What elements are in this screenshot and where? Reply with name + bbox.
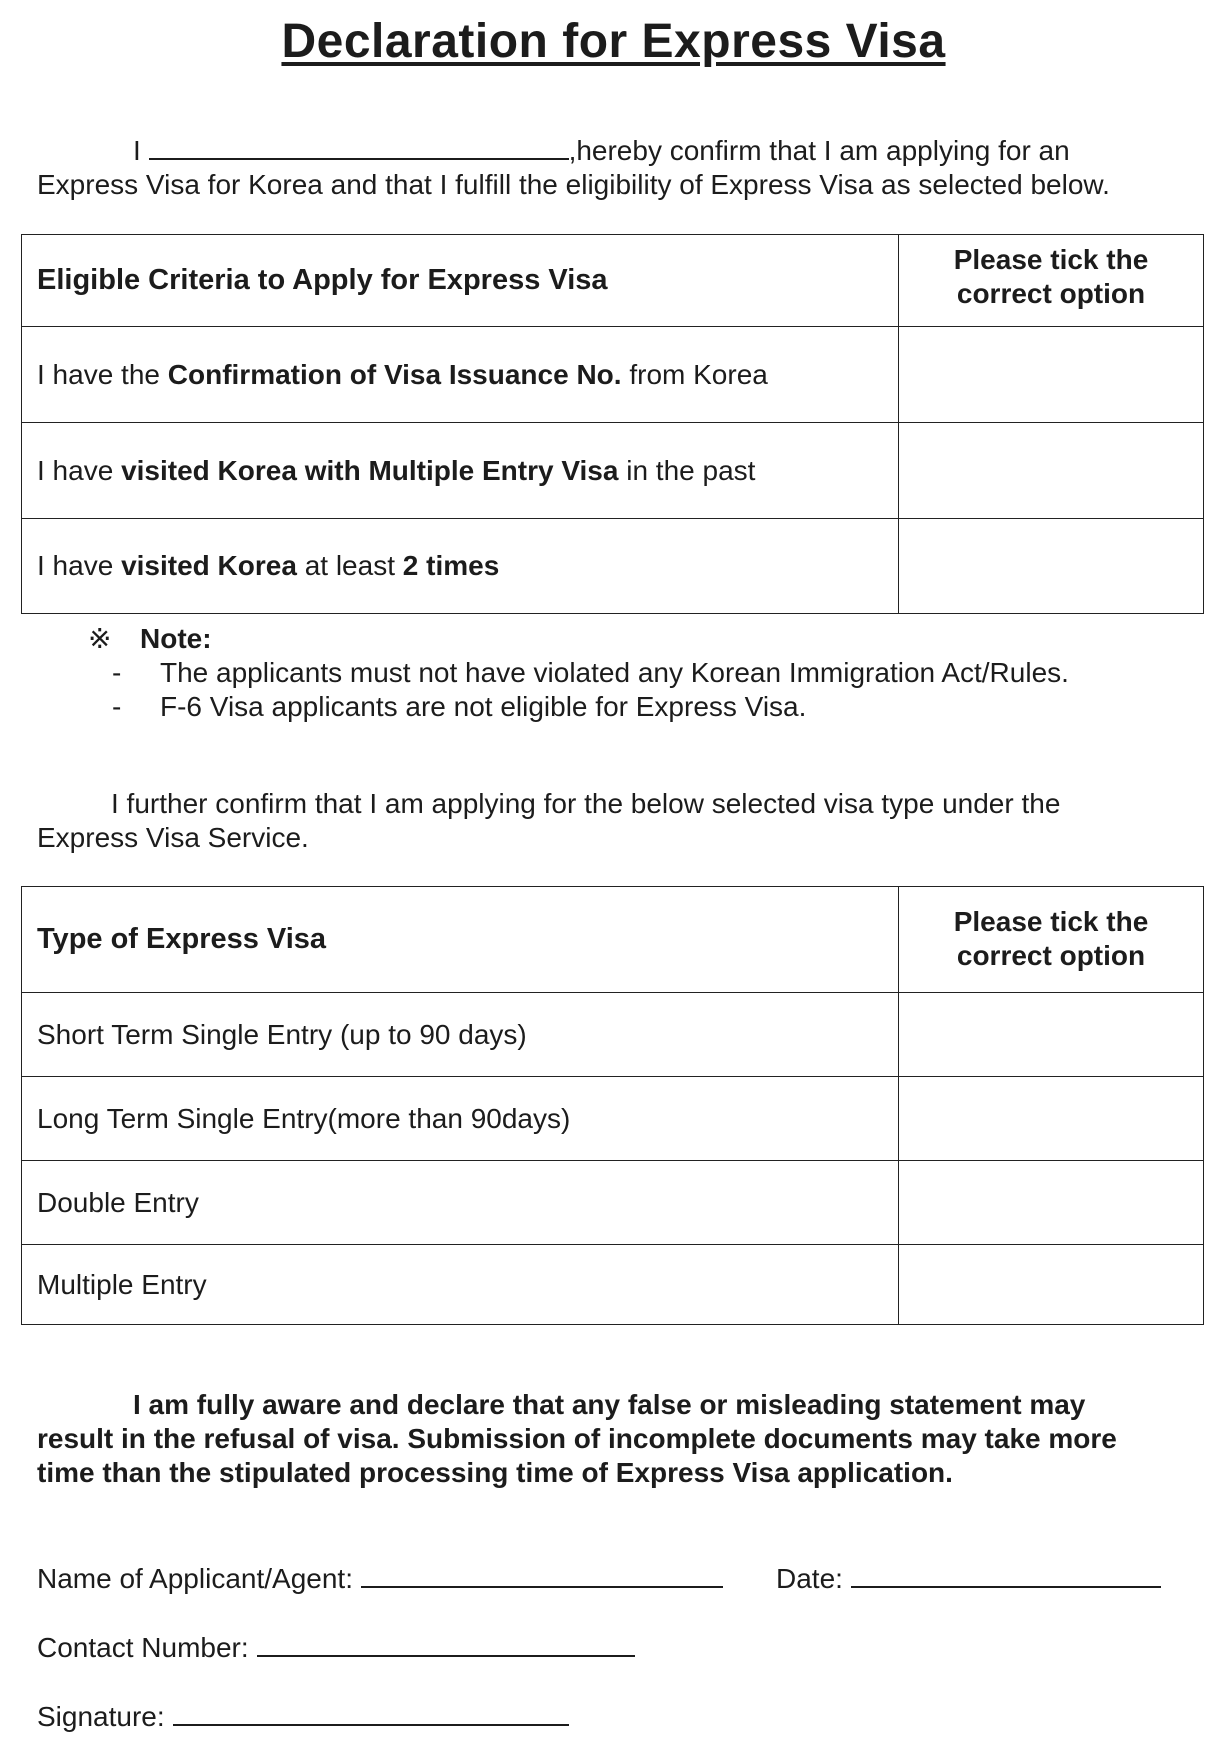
criteria-text-post: from Korea bbox=[621, 358, 768, 390]
criteria-text-mid: at least bbox=[296, 550, 403, 581]
visa-type-label: Long Term Single Entry(more than 90days) bbox=[22, 1077, 899, 1161]
name-input-line[interactable] bbox=[361, 1560, 723, 1588]
criteria-tick-cell[interactable] bbox=[899, 519, 1204, 614]
criteria-tick-cell[interactable] bbox=[899, 327, 1204, 423]
visa-type-label: Multiple Entry bbox=[22, 1245, 899, 1325]
visa-type-row bbox=[22, 1161, 1204, 1245]
name-label: Name of Applicant/Agent: bbox=[37, 1563, 353, 1594]
criteria-row-text bbox=[22, 519, 899, 614]
tick-header-line1: Please tick the bbox=[953, 906, 1149, 937]
further-line2: Express Visa Service. bbox=[37, 822, 309, 853]
criteria-header: Eligible Criteria to Apply for Express Visa bbox=[22, 235, 899, 327]
further-paragraph bbox=[37, 787, 1197, 855]
criteria-text-bold2: 2 times bbox=[402, 550, 500, 581]
criteria-text-bold: visited Korea bbox=[121, 550, 297, 581]
declaration-line1: I am fully aware and declare that any false or misleading statement may bbox=[133, 1389, 1086, 1420]
visa-type-tick-cell[interactable] bbox=[899, 993, 1204, 1077]
visa-type-table bbox=[21, 886, 1204, 1325]
contact-field bbox=[37, 1629, 635, 1665]
note-item bbox=[88, 690, 1069, 724]
criteria-tick-cell[interactable] bbox=[899, 423, 1204, 519]
applicant-name-blank[interactable] bbox=[149, 134, 569, 160]
criteria-text-bold: visited Korea with Multiple Entry Visa bbox=[121, 454, 619, 486]
criteria-text-pre: I have bbox=[37, 550, 122, 581]
visa-type-tick-header bbox=[899, 887, 1204, 993]
tick-header-line2: correct option bbox=[956, 940, 1146, 971]
declaration-paragraph bbox=[37, 1388, 1197, 1490]
signature-label: Signature: bbox=[37, 1701, 165, 1732]
further-line1: I further confirm that I am applying for the below selected visa type under the bbox=[111, 788, 1061, 819]
criteria-row-text bbox=[22, 423, 899, 519]
note-block bbox=[88, 622, 1069, 724]
contact-label: Contact Number: bbox=[37, 1632, 249, 1663]
dash-bullet: - bbox=[112, 657, 122, 688]
tick-header-line2: correct option bbox=[956, 278, 1146, 309]
reference-mark: ※ bbox=[88, 623, 112, 654]
note-heading bbox=[88, 622, 1069, 656]
intro-paragraph bbox=[37, 134, 1197, 202]
criteria-text-pre: I have bbox=[37, 454, 122, 486]
signature-field bbox=[37, 1698, 569, 1734]
date-field bbox=[776, 1560, 1161, 1596]
visa-type-label: Short Term Single Entry (up to 90 days) bbox=[22, 993, 899, 1077]
criteria-tick-header bbox=[899, 235, 1204, 327]
tick-header-line1: Please tick the bbox=[953, 244, 1149, 275]
note-item-text: F-6 Visa applicants are not eligible for Express Visa. bbox=[160, 691, 807, 722]
visa-type-tick-cell[interactable] bbox=[899, 1077, 1204, 1161]
visa-type-label: Double Entry bbox=[22, 1161, 899, 1245]
criteria-header-row bbox=[22, 235, 1204, 327]
criteria-text-pre: I have the bbox=[37, 358, 168, 390]
date-input-line[interactable] bbox=[851, 1560, 1161, 1588]
visa-type-tick-cell[interactable] bbox=[899, 1161, 1204, 1245]
visa-type-row bbox=[22, 1245, 1204, 1325]
visa-type-header: Type of Express Visa bbox=[22, 887, 899, 993]
declaration-line3: time than the stipulated processing time of Express Visa application. bbox=[37, 1457, 953, 1488]
intro-suffix: ,hereby confirm that I am applying for an bbox=[568, 135, 1070, 166]
contact-input-line[interactable] bbox=[257, 1629, 635, 1657]
criteria-row bbox=[22, 519, 1204, 614]
criteria-row-text bbox=[22, 327, 899, 423]
declaration-line2: result in the refusal of visa. Submission of incomplete documents may take more bbox=[37, 1423, 1117, 1454]
signature-input-line[interactable] bbox=[173, 1698, 569, 1726]
dash-bullet: - bbox=[112, 691, 122, 722]
intro-prefix: I bbox=[133, 135, 141, 166]
criteria-row bbox=[22, 327, 1204, 423]
visa-type-tick-cell[interactable] bbox=[899, 1245, 1204, 1325]
visa-type-row bbox=[22, 993, 1204, 1077]
criteria-text-bold: Confirmation of Visa Issuance No. bbox=[167, 358, 622, 390]
criteria-row bbox=[22, 423, 1204, 519]
date-label: Date: bbox=[776, 1563, 843, 1594]
note-title: Note: bbox=[140, 623, 212, 654]
note-item-text: The applicants must not have violated any Korean Immigration Act/Rules. bbox=[160, 657, 1069, 688]
visa-type-header-row bbox=[22, 887, 1204, 993]
criteria-text-post: in the past bbox=[618, 454, 756, 486]
criteria-table bbox=[21, 234, 1204, 614]
intro-line2: Express Visa for Korea and that I fulfill the eligibility of Express Visa as selected below. bbox=[37, 169, 1110, 200]
note-item bbox=[88, 656, 1069, 690]
page-title: Declaration for Express Visa bbox=[281, 15, 946, 68]
visa-type-row bbox=[22, 1077, 1204, 1161]
name-field bbox=[37, 1560, 723, 1596]
